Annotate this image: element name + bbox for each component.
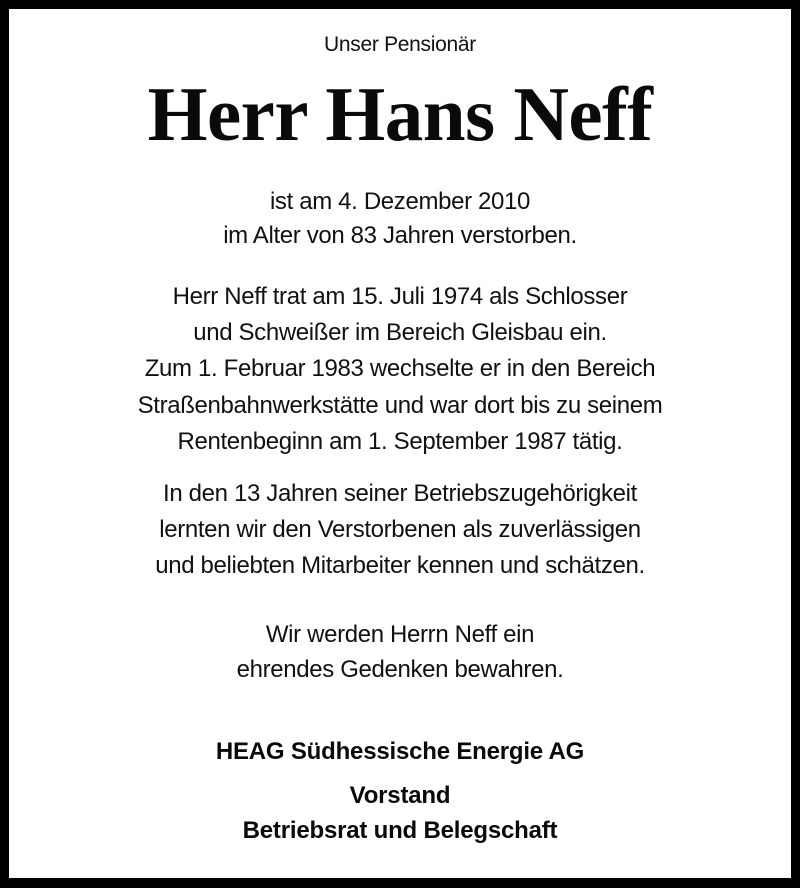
- signature-company: [0, 734, 800, 770]
- paragraph-death-date: [0, 185, 800, 253]
- paragraph-line: ehrendes Gedenken bewahren.: [236, 656, 564, 683]
- paragraph-remembrance: [0, 617, 800, 687]
- staff-label: Betriebsrat und Belegschaft: [242, 817, 558, 844]
- board-label: Vorstand: [349, 782, 451, 809]
- paragraph-line: Rentenbeginn am 1. September 1987 tätig.: [177, 427, 623, 455]
- deceased-name: Herr Hans Neff: [147, 71, 653, 157]
- obituary-subtitle: [0, 31, 800, 59]
- subtitle-text: Unser Pensionär: [324, 33, 476, 56]
- paragraph-line: Wir werden Herrn Neff ein: [265, 621, 535, 648]
- paragraph-line: Zum 1. Februar 1983 wechselte er in den Bereich: [144, 355, 656, 383]
- paragraph-line: lernten wir den Verstorbenen als zuverlässigen: [159, 515, 641, 543]
- paragraph-career: [0, 279, 800, 460]
- company-name: HEAG Südhessische Energie AG: [215, 738, 585, 765]
- signature-board: [0, 778, 800, 814]
- paragraph-tribute: [0, 476, 800, 583]
- paragraph-line: In den 13 Jahren seiner Betriebszugehörigkeit: [163, 480, 637, 507]
- paragraph-line: ist am 4. Dezember 2010: [269, 188, 531, 215]
- signature-staff: [0, 813, 800, 849]
- paragraph-line: Straßenbahnwerkstätte und war dort bis zu seinem: [137, 391, 663, 419]
- paragraph-line: Herr Neff trat am 15. Juli 1974 als Schlosser: [172, 283, 628, 310]
- paragraph-line: und beliebten Mitarbeiter kennen und schätzen.: [155, 551, 645, 579]
- obituary-name-heading: [0, 71, 800, 157]
- paragraph-line: im Alter von 83 Jahren verstorben.: [223, 222, 577, 249]
- paragraph-line: und Schweißer im Bereich Gleisbau ein.: [193, 319, 607, 347]
